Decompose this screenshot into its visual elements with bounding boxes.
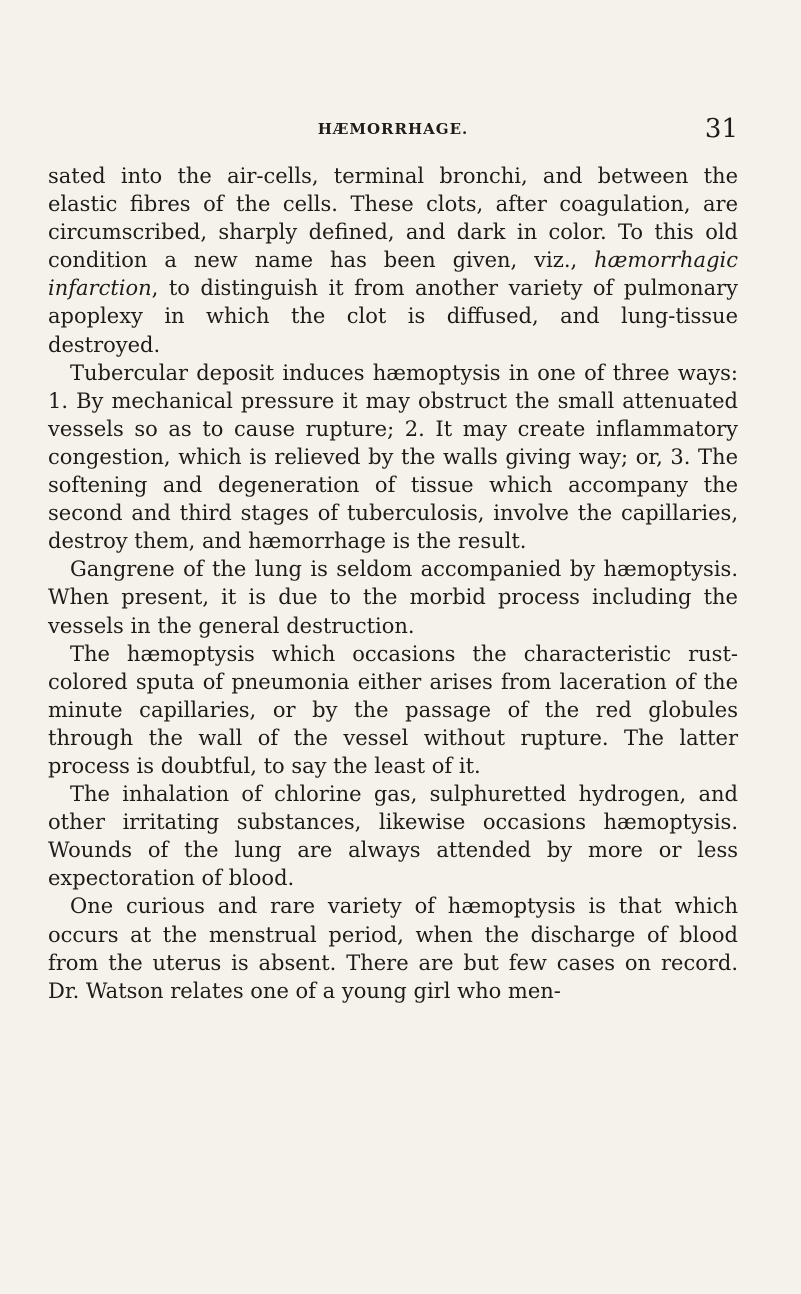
paragraph-4: The hæmoptysis which occasions the characteristic rust-colored sputa of pneumonia either arises from laceration of the minute capillaries, or by the passage of the red globules through the wall of the vessel without rupture. The latter process is doubtful, to say the least of it.: [48, 641, 738, 778]
paragraph-1-text-after: , to distinguish it from another variety of pulmonary apoplexy in which the clot is diffused, and lung-tissue destroyed.: [48, 276, 738, 357]
paragraph-1: [48, 162, 738, 359]
body-text: [48, 162, 738, 1005]
page-number: 31: [704, 114, 738, 144]
paragraph-1-text-before: sated into the air-cells, terminal bronchi, and between the elastic fibres of the cells. These clots, after coagulation, are circumscribed, sharply defined, and dark in color. To this old condition a new name has been given, viz.,: [48, 164, 738, 273]
paragraph-2: Tubercular deposit induces hæmoptysis in one of three ways: 1. By mechanical pressure it may obstruct the small attenuated vessels so as to cause rupture; 2. It may create inflammatory congestion, which is relieved by the walls giving way; or, 3. The softening and degeneration of tissue which accompany the second and third stages of tuberculosis, involve the capillaries, destroy them, and hæmorrhage is the result.: [48, 360, 738, 554]
italic-term: hæmorrhagic infarction: [48, 248, 738, 301]
page-header: [48, 116, 738, 146]
running-head: HÆMORRHAGE.: [317, 120, 469, 138]
paragraph-5: The inhalation of chlorine gas, sulphuretted hydrogen, and other irritating substances, likewise occasions hæmoptysis. Wounds of the lung are always attended by more or less expectoration of blood.: [48, 782, 738, 891]
paragraph-6: One curious and rare variety of hæmoptysis is that which occurs at the menstrual period, when the discharge of blood from the uterus is absent. There are but few cases on record. Dr. Watson relates one of a young girl who men-: [48, 894, 738, 1003]
paragraph-3: Gangrene of the lung is seldom accompanied by hæmoptysis. When present, it is due to the morbid process including the vessels in the general destruction.: [48, 557, 738, 638]
